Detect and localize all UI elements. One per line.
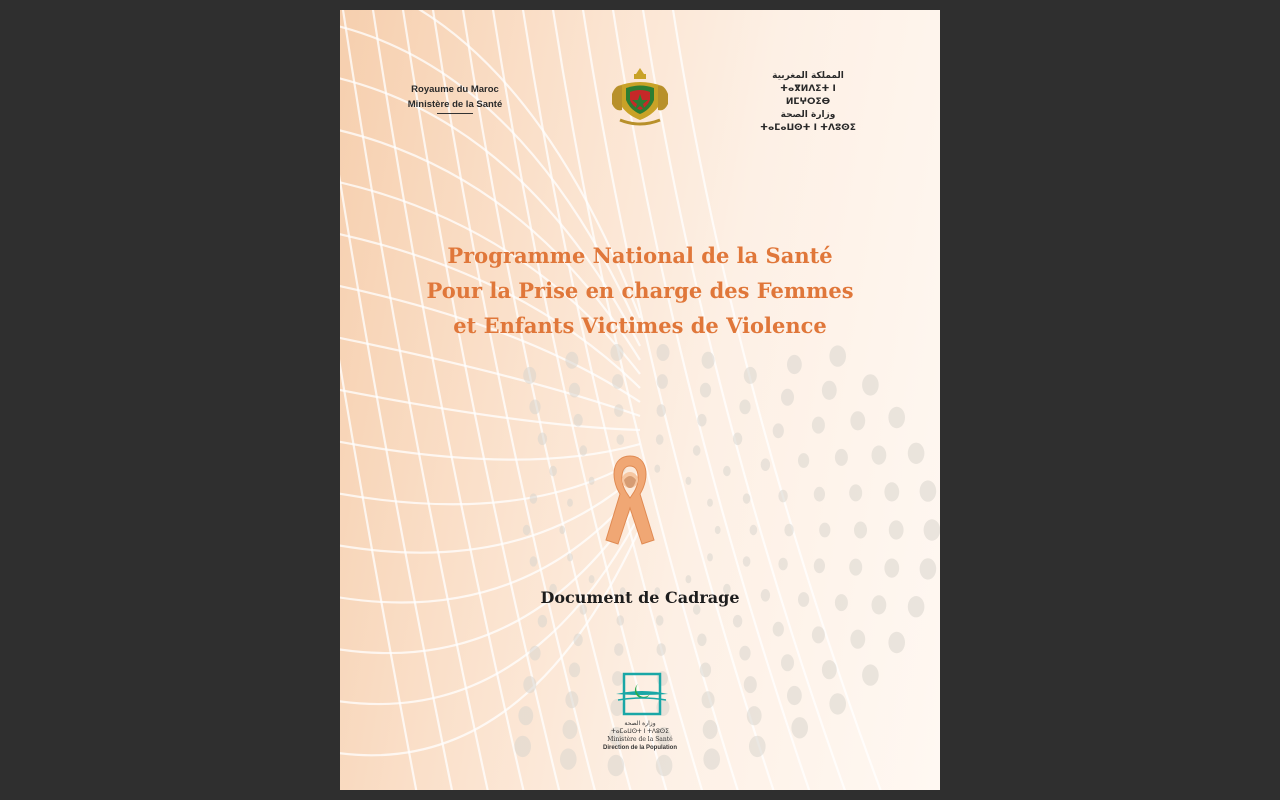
bg-dot xyxy=(781,654,794,671)
document-title xyxy=(360,238,920,343)
bg-dot xyxy=(829,693,846,714)
bg-dot xyxy=(702,691,715,708)
bg-dot xyxy=(854,522,867,539)
bg-dot xyxy=(573,414,582,427)
bg-dot xyxy=(656,615,664,625)
header-kingdom-name: Royaume du Maroc xyxy=(411,84,499,95)
bg-dot xyxy=(749,736,766,757)
bg-dot xyxy=(538,615,547,628)
bg-dot xyxy=(529,400,540,415)
bg-dot xyxy=(569,383,580,398)
title-line-1: Programme National de la Santé xyxy=(447,243,833,268)
bg-dot xyxy=(750,525,758,535)
bg-dot xyxy=(744,367,757,384)
header-arabic-kingdom: المملكة المغربية xyxy=(772,71,844,81)
bg-dot xyxy=(743,493,751,503)
bg-dot xyxy=(657,404,666,417)
bg-dot xyxy=(518,706,533,725)
bg-dot xyxy=(862,664,879,685)
bg-dot xyxy=(850,411,865,430)
bg-dot xyxy=(920,480,937,501)
bg-dot xyxy=(567,553,573,561)
bg-dot xyxy=(814,487,825,502)
footer-arabic-ministry: وزارة الصحة xyxy=(624,720,656,727)
document-subtitle: Document de Cadrage xyxy=(540,588,740,607)
header-tifinagh-kingdom: ⵜⴰⴳⵍⴷⵉⵜ ⵏ ⵍⵎⵖⵔⵉⴱ xyxy=(780,84,836,107)
bg-dot xyxy=(747,706,762,725)
bg-dot xyxy=(791,717,808,738)
bg-dot xyxy=(514,736,531,757)
bg-dot xyxy=(849,559,862,576)
ministry-logo-icon xyxy=(614,670,670,718)
bg-dot xyxy=(700,663,711,678)
header-ministry-name: Ministère de la Santé xyxy=(407,99,503,110)
bg-dot xyxy=(715,526,721,534)
bg-dot xyxy=(656,755,673,776)
bg-dot xyxy=(739,400,750,415)
header-arabic-ministry: وزارة الصحة xyxy=(780,110,836,120)
bg-dot xyxy=(743,556,751,566)
bg-dot xyxy=(781,389,794,406)
bg-dot xyxy=(530,493,538,503)
bg-dot xyxy=(538,433,547,446)
bg-dot xyxy=(872,446,887,465)
bg-dot xyxy=(611,344,624,361)
bg-dot xyxy=(812,417,825,434)
bg-dot xyxy=(702,352,715,369)
bg-dot xyxy=(773,423,784,438)
bg-dot xyxy=(888,632,905,653)
bg-dot xyxy=(744,676,757,693)
bg-dot xyxy=(614,404,623,417)
bg-dot xyxy=(617,434,625,444)
bg-dot xyxy=(920,558,937,579)
bg-dot xyxy=(612,374,623,389)
bg-dot xyxy=(739,646,750,661)
bg-grid-curve xyxy=(340,10,492,790)
bg-dot xyxy=(573,634,582,647)
bg-dot xyxy=(693,445,701,455)
bg-dot xyxy=(822,660,837,679)
bg-dot xyxy=(707,553,713,561)
bg-dot xyxy=(819,523,830,538)
bg-dot xyxy=(787,686,802,705)
bg-dot xyxy=(580,445,588,455)
bg-dot xyxy=(617,615,625,625)
footer-ministry-name: Ministère de la Santé xyxy=(607,736,673,743)
bg-dot xyxy=(884,559,899,578)
bg-dot xyxy=(657,643,666,656)
bg-grid-curve xyxy=(340,514,640,704)
footer-ministry-text xyxy=(570,720,710,752)
bg-dot xyxy=(784,524,793,537)
bg-grid-curve xyxy=(340,458,640,504)
bg-dot xyxy=(733,615,742,628)
bg-dot xyxy=(835,449,848,466)
bg-dot xyxy=(569,663,580,678)
title-line-3: et Enfants Victimes de Violence xyxy=(453,313,827,338)
bg-dot xyxy=(778,490,787,503)
bg-dot xyxy=(888,407,905,428)
bg-grid-curve xyxy=(340,386,640,430)
bg-dot xyxy=(565,352,578,369)
bg-dot xyxy=(589,575,595,583)
header-right-block xyxy=(758,70,858,135)
coat-of-arms-icon xyxy=(608,64,672,128)
bg-dot xyxy=(707,499,713,507)
bg-dot xyxy=(529,646,540,661)
bg-dot xyxy=(822,381,837,400)
bg-dot xyxy=(686,575,692,583)
header-divider xyxy=(437,113,473,114)
bg-dot xyxy=(567,499,573,507)
bg-dot xyxy=(908,443,925,464)
bg-dot xyxy=(814,558,825,573)
bg-dot xyxy=(884,482,899,501)
bg-dot xyxy=(565,691,578,708)
footer-direction-name: Direction de la Population xyxy=(602,745,677,751)
bg-dot xyxy=(523,525,531,535)
bg-dot xyxy=(697,634,706,647)
bg-dot xyxy=(723,466,731,476)
document-page xyxy=(340,10,940,790)
title-line-2: Pour la Prise en charge des Femmes xyxy=(426,278,854,303)
bg-dot xyxy=(656,434,664,444)
bg-dot xyxy=(523,676,536,693)
bg-dot xyxy=(778,558,787,571)
bg-dot xyxy=(559,526,565,534)
header-tifinagh-ministry: ⵜⴰⵎⴰⵡⵙⵜ ⵏ ⵜⴷⵓⵙⵉ xyxy=(760,123,856,133)
bg-dot xyxy=(523,367,536,384)
awareness-ribbon-icon xyxy=(602,450,658,546)
bg-dot xyxy=(589,477,595,485)
bg-dot xyxy=(908,596,925,617)
bg-dot xyxy=(700,383,711,398)
bg-dot xyxy=(924,519,940,540)
bg-dot xyxy=(850,630,865,649)
bg-dot xyxy=(530,556,538,566)
bg-dot xyxy=(608,755,625,776)
bg-dot xyxy=(549,466,557,476)
bg-dot xyxy=(773,622,784,637)
bg-dot xyxy=(798,453,809,468)
footer-tifinagh-ministry: ⵜⴰⵎⴰⵡⵙⵜ ⵏ ⵜⴷⵓⵙⵉ xyxy=(611,728,669,735)
bg-dot xyxy=(614,643,623,656)
bg-dot xyxy=(862,374,879,395)
bg-dot xyxy=(829,345,846,366)
bg-dot xyxy=(849,484,862,501)
bg-dot xyxy=(872,595,887,614)
bg-dot xyxy=(812,626,825,643)
bg-dot xyxy=(657,344,670,361)
bg-dot xyxy=(889,520,904,539)
bg-dot xyxy=(733,433,742,446)
header-left-block xyxy=(400,82,510,114)
bg-dot xyxy=(697,414,706,427)
bg-dot xyxy=(657,374,668,389)
bg-dot xyxy=(761,458,770,471)
bg-dot xyxy=(787,355,802,374)
bg-dot xyxy=(686,477,692,485)
